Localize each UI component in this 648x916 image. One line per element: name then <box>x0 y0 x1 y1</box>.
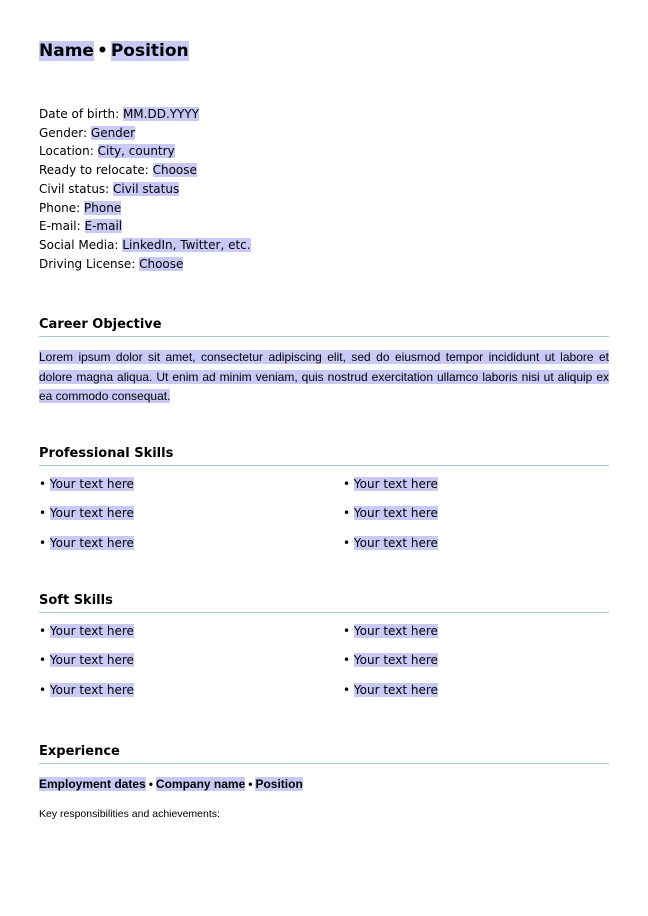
skill-field[interactable]: Your text here <box>353 536 438 550</box>
bullet: • <box>39 536 47 550</box>
bullet: • <box>39 653 47 667</box>
civil-status-field[interactable]: Civil status <box>113 181 180 196</box>
skill-field[interactable]: Your text here <box>49 477 134 491</box>
location-field[interactable]: City, country <box>97 144 175 159</box>
detail-row <box>39 161 251 180</box>
employment-dates-field[interactable]: Employment dates <box>39 777 146 791</box>
career-objective-heading: Career Objective <box>39 316 609 337</box>
list-item <box>343 623 438 640</box>
detail-label: Location: <box>39 144 94 159</box>
relocate-dropdown[interactable]: Choose <box>152 163 197 178</box>
entry-separator: • <box>248 777 253 791</box>
personal-details <box>39 105 251 273</box>
list-item <box>343 476 438 493</box>
detail-label: Phone: <box>39 200 81 215</box>
professional-skills-heading: Professional Skills <box>39 445 609 466</box>
detail-row <box>39 217 251 236</box>
detail-row <box>39 124 251 143</box>
detail-row <box>39 236 251 255</box>
bullet: • <box>343 506 351 520</box>
list-item <box>39 623 134 640</box>
experience-heading: Experience <box>39 743 609 764</box>
responsibilities-label: Key responsibilities and achievements: <box>39 808 220 820</box>
detail-row <box>39 255 251 274</box>
detail-row <box>39 142 251 161</box>
skill-field[interactable]: Your text here <box>353 477 438 491</box>
soft-skills-heading: Soft Skills <box>39 592 609 613</box>
list-item <box>39 652 134 669</box>
career-objective-field[interactable]: Lorem ipsum dolor sit amet, consectetur adipiscing elit, sed do eiusmod tempor incididunt ut labore et dolore magna aliqua. Ut enim ad minim veniam, quis nostrud exercitation ullamco laboris nisi ut aliquip ex ea commodo consequat. <box>39 350 609 403</box>
detail-label: Gender: <box>39 125 88 140</box>
company-name-field[interactable]: Company name <box>155 777 246 791</box>
skill-field[interactable]: Your text here <box>353 683 438 697</box>
skill-field[interactable]: Your text here <box>353 624 438 638</box>
page-title <box>39 39 189 63</box>
skill-field[interactable]: Your text here <box>49 536 134 550</box>
skill-field[interactable]: Your text here <box>49 506 134 520</box>
detail-row <box>39 180 251 199</box>
detail-label: Date of birth: <box>39 107 120 121</box>
driving-license-dropdown[interactable]: Choose <box>139 256 184 271</box>
phone-field[interactable]: Phone <box>84 200 122 215</box>
list-item <box>39 505 134 522</box>
list-item <box>343 505 438 522</box>
bullet: • <box>39 624 47 638</box>
detail-label: Ready to relocate: <box>39 163 149 178</box>
experience-entry-header <box>39 776 303 793</box>
bullet: • <box>343 653 351 667</box>
title-separator: • <box>96 41 108 61</box>
career-objective-text <box>39 348 609 407</box>
detail-label: Civil status: <box>39 181 110 196</box>
detail-label: E-mail: <box>39 219 81 234</box>
gender-field[interactable]: Gender <box>90 125 136 140</box>
detail-label: Driving License: <box>39 256 136 271</box>
skill-field[interactable]: Your text here <box>353 653 438 667</box>
entry-separator: • <box>148 777 153 791</box>
experience-position-field[interactable]: Position <box>255 777 303 791</box>
skill-field[interactable]: Your text here <box>353 506 438 520</box>
position-field[interactable]: Position <box>110 41 189 61</box>
list-item <box>39 476 134 493</box>
list-item <box>343 682 438 699</box>
email-field[interactable]: E-mail <box>84 219 123 234</box>
bullet: • <box>39 477 47 491</box>
social-media-field[interactable]: LinkedIn, Twitter, etc. <box>122 237 251 252</box>
bullet: • <box>343 683 351 697</box>
bullet: • <box>343 477 351 491</box>
detail-row <box>39 105 251 124</box>
name-field[interactable]: Name <box>39 41 94 61</box>
list-item <box>39 682 134 699</box>
skill-field[interactable]: Your text here <box>49 624 134 638</box>
bullet: • <box>39 683 47 697</box>
bullet: • <box>343 624 351 638</box>
list-item <box>343 652 438 669</box>
date-of-birth-field[interactable]: MM.DD.YYYY <box>122 107 200 121</box>
detail-label: Social Media: <box>39 237 119 252</box>
bullet: • <box>39 506 47 520</box>
skill-field[interactable]: Your text here <box>49 683 134 697</box>
skill-field[interactable]: Your text here <box>49 653 134 667</box>
detail-row <box>39 199 251 218</box>
list-item <box>39 535 134 552</box>
bullet: • <box>343 536 351 550</box>
list-item <box>343 535 438 552</box>
